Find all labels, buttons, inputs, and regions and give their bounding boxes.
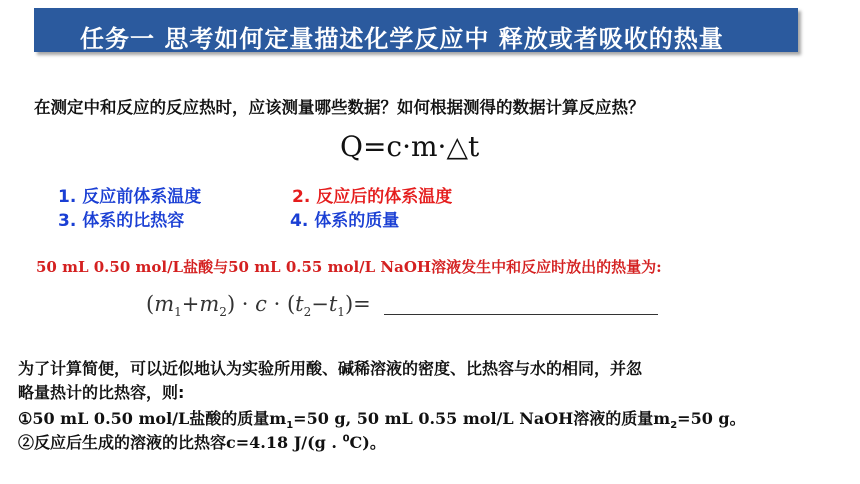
para-line-4 [18,430,386,453]
eq-c: c [255,292,267,316]
heat-formula: Q=c·m·△t [340,130,480,163]
specific-heat-text: ②反应后生成的溶液的比热容c=4.18 J/(g . [18,433,343,452]
para-line-1: 为了计算简便，可以近似地认为实验所用酸、碱稀溶液的密度、比热容与水的相同，并忽 [18,359,643,378]
eq-t-sub2: 2 [303,305,312,320]
item-final-temperature: 2. 反应后的体系温度 [292,187,453,207]
degree-sup: 0 [342,433,350,445]
item-specific-heat: 3. 体系的比热容 [58,211,185,231]
page-title: 任务一 思考如何定量描述化学反应中 释放或者吸收的热量 [80,25,724,53]
question-text: 在测定中和反应的反应热时，应该测量哪些数据？如何根据测得的数据计算反应热？ [34,98,645,117]
eq-m1: m [154,292,175,316]
eq-t2: t [295,292,304,316]
mass-naoh-text: =50 g, 50 mL 0.55 mol/L NaOH溶液的质量m [293,409,671,428]
mass-hcl-text: ①50 mL 0.50 mol/L盐酸的质量m [18,409,287,428]
eq-sub2: 2 [219,305,227,320]
item-initial-temperature: 1. 反应前体系温度 [58,187,202,207]
eq-plus: + [181,292,200,316]
item-mass: 4. 体系的质量 [290,211,400,231]
specific-heat-end: C)。 [349,433,386,452]
para-line-3 [18,406,746,431]
experiment-statement: 50 mL 0.50 mol/L盐酸与50 mL 0.55 mol/L NaOH溶液发生中和反应时放出的热量为: [36,258,662,276]
title-banner [34,8,798,52]
para-line-2: 略量热计的比热容，则: [18,383,185,402]
eq-minus: − [311,292,329,316]
eq-sub1: 1 [174,305,182,320]
eq-end: )= [344,292,371,316]
eq-m2: m [199,292,220,316]
eq-t-sub1: 1 [337,305,345,320]
eq-open: ( [146,292,155,316]
answer-blank [384,314,658,315]
heat-equation [146,292,371,319]
eq-dot: · ( [266,292,296,316]
mass-sub-1: 1 [286,420,294,432]
mass-sub-2: 2 [670,420,678,432]
eq-close: ) · [226,292,256,316]
eq-t1: t [328,292,338,316]
mass-end-text: =50 g。 [677,409,746,428]
